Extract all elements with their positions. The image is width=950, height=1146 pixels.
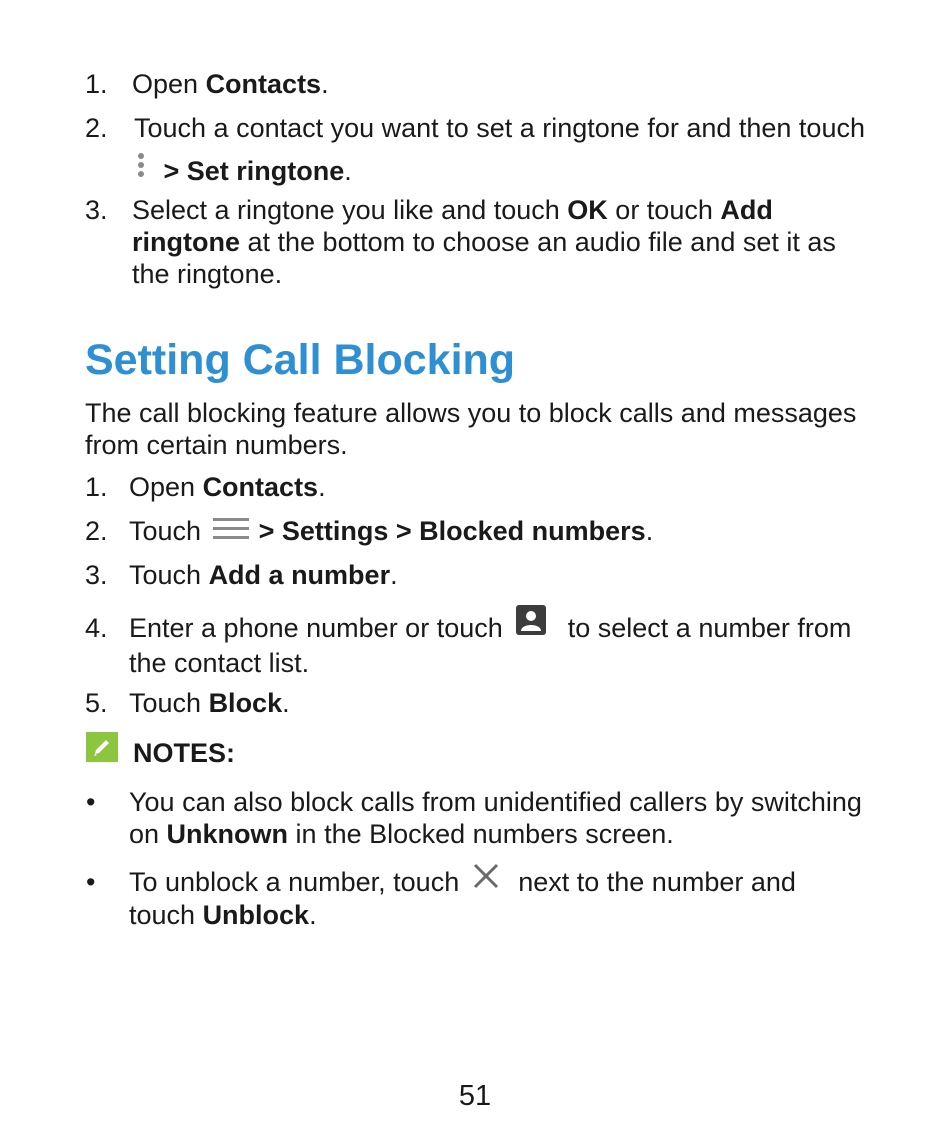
- step-bold: OK: [567, 195, 608, 225]
- step-text: Touch: [129, 516, 209, 546]
- step-text: at the bottom to choose an audio file and set it as: [240, 227, 836, 257]
- step-text: Open: [132, 69, 206, 99]
- note-text: in the Blocked numbers screen.: [288, 819, 674, 849]
- step-text: .: [318, 472, 326, 502]
- step-number: 1.: [85, 69, 108, 99]
- intro-line: from certain numbers.: [85, 430, 348, 460]
- step-bold: Block: [208, 688, 283, 718]
- ringtone-step-2-cont: [134, 155, 352, 189]
- step-text: .: [282, 688, 290, 718]
- block-step-4: [129, 612, 919, 679]
- step-number: 3.: [85, 195, 108, 225]
- step-number: 1.: [85, 472, 108, 502]
- step-text: Enter a phone number or touch: [129, 613, 511, 643]
- intro-line: The call blocking feature allows you to block calls and messages: [85, 398, 857, 428]
- step-number: 3.: [85, 560, 108, 590]
- notes-label: NOTES:: [133, 738, 236, 768]
- bullet: •: [86, 867, 96, 897]
- contact-card-icon: [514, 603, 548, 637]
- step-number: 2.: [85, 516, 108, 546]
- step-number: 4.: [85, 613, 108, 643]
- step-text: Touch: [129, 688, 209, 718]
- block-step-3: [129, 559, 398, 591]
- step-bold: Contacts: [202, 472, 319, 502]
- step-text: the contact list.: [129, 647, 310, 678]
- note-item-2: [129, 866, 919, 931]
- step-number: 2.: [85, 113, 108, 143]
- step-bold: > Settings > Blocked numbers: [258, 516, 646, 546]
- step-text: .: [344, 156, 352, 186]
- ringtone-step-2: [134, 112, 865, 144]
- step-text: .: [321, 69, 329, 99]
- step-text: or touch: [607, 195, 721, 225]
- step-text: .: [645, 516, 654, 546]
- more-vert-icon: [134, 151, 148, 183]
- step-text: Open: [129, 472, 203, 502]
- step-bold: Contacts: [205, 69, 322, 99]
- step-bold: ringtone: [132, 227, 240, 257]
- step-bold: Add: [720, 195, 773, 225]
- block-step-2: [129, 515, 653, 549]
- step-text: the ringtone.: [132, 259, 283, 289]
- note-bold: Unblock: [202, 899, 310, 930]
- note-item-1: [129, 786, 919, 850]
- section-intro: [85, 397, 905, 461]
- step-bold: Add a number: [208, 560, 391, 590]
- step-text: Select a ringtone you like and touch: [132, 195, 568, 225]
- bullet: •: [86, 787, 96, 817]
- ringtone-step-3: [132, 194, 912, 290]
- step-bold: > Set ringtone: [163, 156, 345, 186]
- step-text: to select a number from: [560, 613, 852, 643]
- menu-icon: [211, 513, 251, 545]
- note-text: touch: [129, 899, 203, 930]
- note-text: To unblock a number, touch: [129, 867, 467, 897]
- ringtone-step-1: [132, 68, 329, 100]
- note-text: on: [129, 819, 167, 849]
- section-title: Setting Call Blocking: [85, 336, 516, 384]
- step-text: Touch: [129, 560, 209, 590]
- block-step-1: [129, 471, 326, 503]
- close-x-icon: [471, 861, 501, 891]
- note-pencil-icon: [86, 732, 118, 762]
- step-text: Touch a contact you want to set a ringtone for and then touch: [134, 113, 865, 143]
- note-text: next to the number and: [510, 867, 796, 897]
- block-step-5: [129, 687, 290, 719]
- step-text: .: [390, 560, 398, 590]
- page-number: 51: [458, 1080, 492, 1112]
- note-bold: Unknown: [166, 819, 289, 849]
- step-number: 5.: [85, 688, 108, 718]
- note-text: You can also block calls from unidentified callers by switching: [129, 787, 862, 817]
- note-text: .: [309, 899, 317, 930]
